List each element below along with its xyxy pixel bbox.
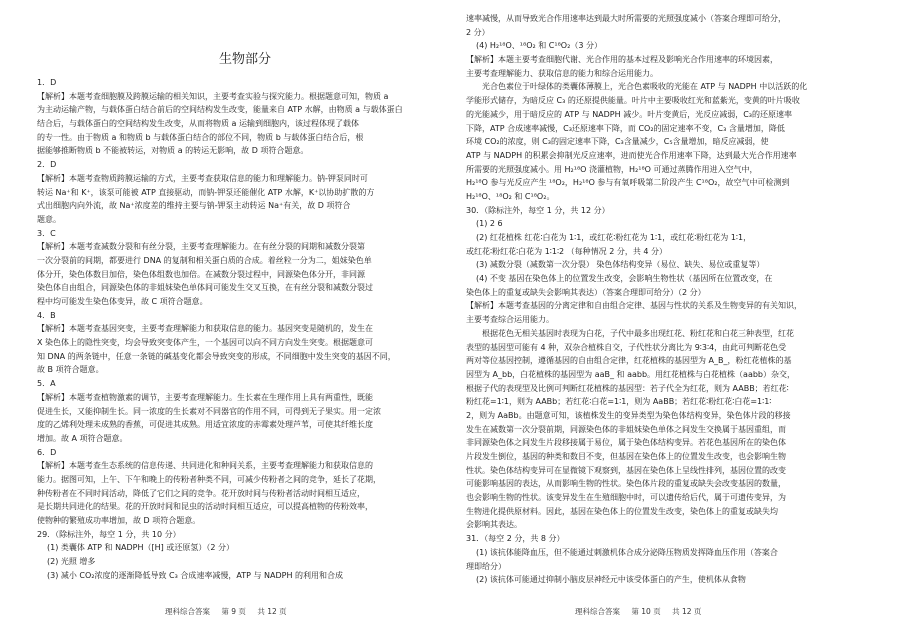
text-line: 根据子代的表现型及比例可判断红花植株的基因型：若子代全为红花，则为 AABB；若红花∶ [466,383,789,393]
text-line: (1) 类囊体 ATP 和 NADPH（[H] 或还原氢）（2 分） [47,543,234,553]
text-line: (1) 2 6 [476,219,503,229]
text-line: 粉红花=1∶1，则为 AABb；若红花∶白花=1∶1，则为 AaBB；若红花∶粉红花∶白花=1∶1∶ [466,397,772,407]
text-line: 【解析】本题考查减数分裂和有丝分裂，主要考查理解能力。在有丝分裂的间期和减数分裂第 [37,242,365,252]
text-line: (1) 该抗体能降血压，但不能通过刺激机体合成分泌降压物质发挥降血压作用（答案合 [476,547,778,557]
section-title: 生物部分 [218,52,271,67]
text-line: 学能形式储存，为暗反应 C₃ 的还原提供能量。叶片中主要吸收红光和蓝紫光，变黄的叶片吸收 [466,96,800,106]
page-number: 第 9 页 [221,607,246,616]
text-line: 环境 CO₂的浓度，则 C₃的固定速率下降，C₃含量减少，C₅含量增加，暗反应减弱，使 [466,137,769,147]
text-line: 题意。 [37,214,61,224]
text-line: 两对等位基因控制，遵循基因的自由组合定律，红花植株的基因型为 A_B_，粉红花植株的基 [466,356,792,366]
text-line: 会影响其表达。 [466,520,522,530]
text-line: 【解析】本题考查植物激素的调节，主要考查理解能力。生长素在生理作用上具有两重性，既能 [37,392,373,402]
text-line: 使物种的繁殖成功率增加，故 D 项符合题意。 [37,516,201,525]
text-line: (3) 减小 CO₂浓度的逐渐降低导致 C₃ 合成速率减慢，ATP 与 NADPH 的利用和合成 [47,570,344,580]
text-line: 程中均可能发生染色体变异，故 C 项符合题意。 [37,297,208,306]
text-line: (3) 减数分裂（减数第一次分裂） 染色体结构变异（易位、缺失、易位或重复等） [476,260,765,270]
text-line: (2) 该抗体可能通过抑制小脑皮层神经元中该受体蛋白的产生，使机体从食物 [476,575,746,585]
text-line: 一次分裂前的间期，都要进行 DNA 的复制和相关蛋白质的合成。着丝粒一分为二，姐妹染色单 [37,255,372,265]
text-line: X 染色体上的隐性突变，均会导致突变体产生，一个基因可以向不同方向发生突变。根据题意可 [37,338,374,348]
text-line: 速率减慢，从而导致光合作用速率达到最大时所需要的光照强度减小（答案合理即可给分， [466,14,786,23]
text-line: 可能影响基因的表达，从而影响生物的性状。染色体片段的重复或缺失会改变基因的数量， [466,479,786,489]
text-line: 增加。故 A 项符合题意。 [37,433,128,443]
text-line: 所需要的光照强度减小。用 H₂¹⁸O 浇灌植物，H₂¹⁸O 可通过蒸腾作用进入空气中， [466,164,758,174]
text-line: 因型为 A_bb，白花植株的基因型为 aaB_ 和 aabb。用红花植株与白花植株（aabb）杂交， [466,369,796,379]
answer-heading: 29．（除标注外，每空 1 分，共 10 分） [37,529,181,539]
text-line: 2 分） [466,27,490,37]
text-line: 主要考查综合运用能力。 [466,315,554,325]
text-line: 表型的基因型可能有 4 种，双杂合植株自交，子代性状分离比为 9∶3∶4，由此可判断花色受 [466,342,787,352]
text-line: 【解析】本题考查物质跨膜运输的方式，主要考查获取信息的能力和理解能力。钠-钾泵同时可 [37,173,368,183]
text-line: 光合色素位于叶绿体的类囊体薄膜上，光合色素吸收的光能在 ATP 与 NADPH 中以活跃的化 [482,82,808,92]
text-line: 结合后，与载体蛋白的空间结构发生改变，从而将物质 a 运输到细胞内，该过程体现了载体 [37,119,359,129]
text-line: 发生在减数第一次分裂前期，同源染色体的非姐妹染色单体之间发生交换属于基因重组，而 [466,424,786,434]
page-total: 共 12 页 [672,607,702,616]
page-footer [165,606,296,618]
text-line: 故 B 项符合题意。 [37,365,104,375]
text-line: H₂¹⁸O 参与光反应产生 ¹⁸O₂，H₂¹⁸O 参与有氧呼吸第二阶段产生 C¹⁸O₂，故空气中可检测到 [466,178,790,188]
text-line: H₂¹⁸O、¹⁸O₂ 和 C¹⁸O₂。 [466,191,555,201]
text-line: 主要考查理解能力、获取信息的能力和综合运用能力。 [466,68,658,78]
text-line: 促进生长，又能抑制生长。同一浓度的生长素对不同器官的作用不同，可得到无子果实。用一定浓 [37,406,381,416]
text-line: 染色体自由组合，同源染色体的非姐妹染色单体间可能发生交叉互换，在有丝分裂和减数分裂过 [37,283,373,293]
text-line: 【解析】本题考查生态系统的信息传递、共同进化和种间关系，主要考查理解能力和获取信息的 [37,461,373,471]
text-line: (4) H₂¹⁸O、¹⁸O₂ 和 C¹⁸O₂（3 分） [476,41,602,51]
answer-heading: 31．（每空 2 分，共 8 分） [466,534,565,544]
text-line: 也会影响生物的性状。该变异发生在生殖细胞中时，可以遗传给后代，属于可遗传变异，为 [466,493,786,503]
text-line: 是长期共同进化的结果。花的开放时间和昆虫的活动时间相互适应，可以提高植物的传粉效率， [37,502,373,512]
page-number: 第 10 页 [631,607,661,616]
text-line: 度的乙烯利处理未成熟的香蕉，可促进其成熟。用适宜浓度的赤霉素处理芦苇，可使其纤维长度 [37,420,373,430]
page-footer [575,606,710,618]
text-line: 体分开，染色体数目加倍，染色体组数也加倍。在减数分裂过程中，同源染色体分开，非同源 [37,269,365,279]
text-line: 根据花色无相关基因时表现为白花，子代中最多出现红花、粉红花和白花三种表型，红花 [482,328,794,338]
text-line: 能力。据图可知，上午、下午和晚上的传粉者种类不同，可减少传粉者之间的竞争，延长了花期， [37,474,381,484]
text-line: 转运 Na⁺和 K⁺，该泵可能被 ATP 直接驱动，而钠-钾泵还能催化 ATP 水解，K⁺以协助扩散的方 [37,187,375,197]
text-line: 生物进化提供原材料。因此，基因在染色体上的位置发生改变，染色体上的重复或缺失均 [466,506,778,516]
right-page [450,0,900,635]
answer-heading: 3．C [37,228,56,238]
text-line: 的专一性。由于物质 a 和物质 b 与载体蛋白结合的部位不同，物质 b 与载体蛋白结合后，根 [37,132,364,142]
text-line: 性状。染色体结构变异可在显微镜下观察到，基因在染色体上呈线性排列，基因位置的改变 [466,465,786,475]
page-total: 共 12 页 [257,607,287,616]
text-line: (2) 红花植株 红花∶白花为 1∶1，或红花∶粉红花为 1∶1，或红花∶粉红花为 1∶1， [476,233,752,242]
text-line: 的光能减少，用于暗反应的 ATP 与 NADPH 减少。叶片变黄后，光反应减弱，C₃的还原速率 [466,109,792,119]
text-line: 【解析】本题考查基因的分离定律和自由组合定律、基因与性状的关系及生物变异的有关知识， [466,301,802,311]
text-line: 【解析】本题考查基因突变，主要考查理解能力和获取信息的能力。基因突变是随机的，发生在 [37,324,373,334]
text-line: (2) 光照 增多 [47,557,96,567]
text-line: 式出细胞内向外流，故 Na⁺浓度差的维持主要与钠-钾泵主动转运 Na⁺有关，故 D 项符合 [37,201,351,211]
answer-heading: 6．D [37,447,57,457]
text-line: 染色体上的重复或缺失会影响其表达）（答案合理即可给分）（2 分） [466,287,706,297]
text-line: 理即给分） [466,561,506,571]
left-page-text [37,76,443,582]
text-line: 种传粉者在不同时间活动，降低了它们之间的竞争。花开放时间与传粉者活动时间相互适应， [37,488,365,498]
footer-label: 理科综合答案 [575,607,620,616]
text-line: ATP 与 NADPH 的积累会抑制光反应速率，进而使光合作用速率下降，达到最大光合作用速率 [466,150,797,160]
answer-heading: 1．D [37,78,57,87]
text-line: 或红花∶粉红花∶白花为 1∶1∶2 （每种情况 2 分，共 4 分） [466,246,668,256]
answer-heading: 4．B [37,310,56,320]
answer-heading: 2．D [37,160,57,170]
text-line: 片段发生倒位，基因的种类和数目不变，但基因在染色体上的位置发生改变，也会影响生物 [466,452,786,461]
text-line: 据能够推断物质 b 不能被转运，对物质 a 的转运无影响，故 D 项符合题意。 [37,146,309,156]
footer-label: 理科综合答案 [165,607,210,616]
text-line: 【解析】本题考查细胞膜及跨膜运输的相关知识，主要考查实验与探究能力。根据题意可知，物质 a [37,91,389,101]
text-line: 2，则为 AaBb。由题意可知，该植株发生的变异类型为染色体结构变异，染色体片段的移接 [466,410,791,420]
answer-heading: 30．（除标注外，每空 1 分，共 12 分） [466,205,610,215]
text-line: (4) 不变 基因在染色体上的位置发生改变，会影响生物性状（基因所在位置改变，在 [476,274,773,284]
text-line: 【解析】本题主要考查细胞代谢、光合作用的基本过程及影响光合作用速率的环境因素， [466,55,778,65]
answer-heading: 5．A [37,379,56,389]
right-page-text [466,12,890,587]
text-line: 下降，ATP 合成速率减慢，C₃还原速率下降，而 CO₂的固定速率不变，C₃ 含量增加，降低 [466,123,785,133]
text-line: 非同源染色体之间发生片段移接属于易位，属于染色体结构变异。若花色基因所在的染色体 [466,438,786,448]
text-line: 知 DNA 的两条链中，任意一条链的碱基变化都会导致突变的形成，不同细胞中发生突变的基因不同， [37,351,396,361]
text-line: 为主动运输产物，与载体蛋白结合前后的空间结构发生改变，能量来自 ATP 水解，由物质 a 与载体蛋白 [37,105,403,115]
